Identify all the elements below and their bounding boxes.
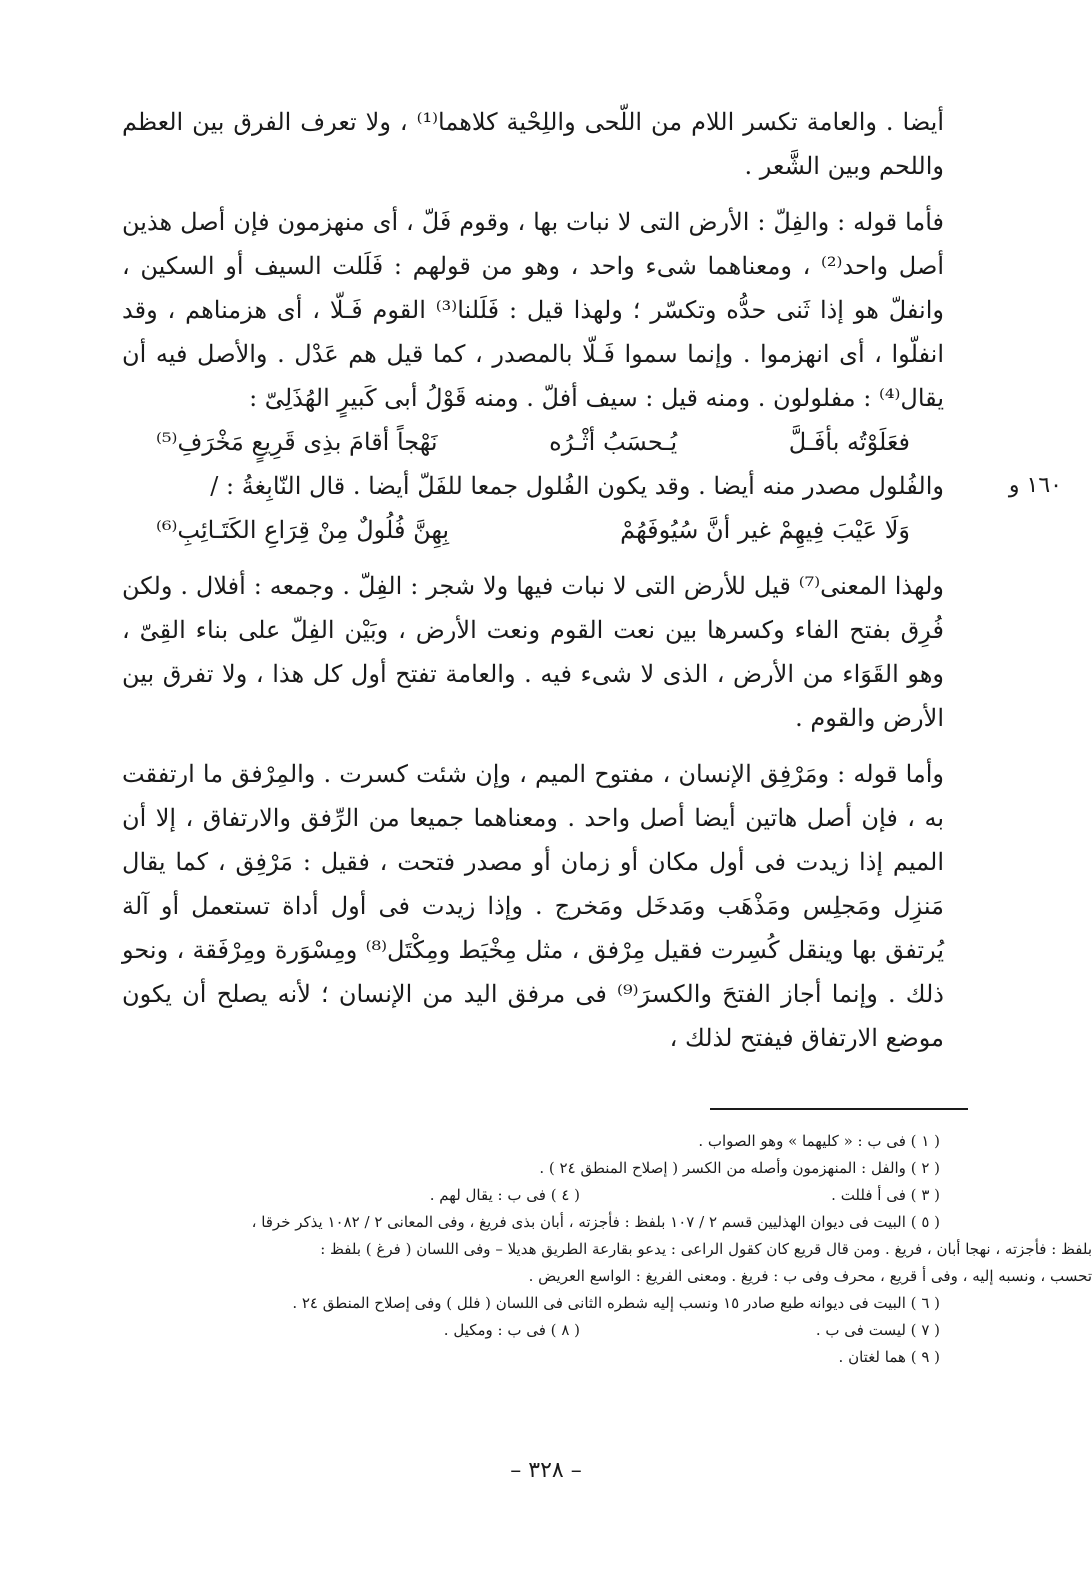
footnote-7: ( ٧ ) ليست فى ب . <box>815 1321 940 1339</box>
footnote-5-line-2: بلفظ : فأجزته ، نهجا أبان ، فريغ . ومن قال قريع كان كقول الراعى : يدعو بقارعة الطريق هديلا – وفى اللسان ( فرغ ) بلفظ : <box>320 1240 1092 1258</box>
footnote-8: ( ٨ ) فى ب : ومكيل . <box>443 1321 580 1339</box>
verse-1-part-c: نَهْجاً أقامَ بذِى قَرِيعٍ مَخْرَفِ⁽⁵⁾ <box>156 428 438 456</box>
verse-2-part-b: بِهِنَّ فُلُولٌ مِنْ قِرَاعِ الكَتَـائِبِ⁽⁶⁾ <box>156 516 450 544</box>
footnote-3: ( ٣ ) فى أ فللت . <box>831 1186 940 1204</box>
paragraph-2: فأما قوله : والفِلّ : الأرض التى لا نبات بها ، وقوم فَلّ ، أى منهزمون فإن أصل هذين أصل واحد⁽²⁾ ، ومعناهما شىء واحد ، وهو من قولهم : فَلَلت السيف أو السكين ، وانفلّ هو إذا ثَنى حدُّه وتكسّر ؛ ولهذا قيل : فَلَلنا⁽³⁾ القوم فَـلّا ، أى هزمناهم ، وقد انفلّوا ، أى انهزموا . وإنما سموا فَـلّا بالمصدر ، كما قيل هم عَدْل . والأصل فيه أن يقال⁽⁴⁾ : مفلولون . ومنه قيل : سيف أفلّ . ومنه قَوْلُ أبى كَبيرٍ الهُذَلِىّ : <box>122 208 945 412</box>
footnote-2: ( ٢ ) والفل : المنهزمون وأصله من الكسر ( إصلاح المنطق ٢٤ ) . <box>539 1159 940 1177</box>
footnote-separator <box>710 1108 968 1110</box>
footnote-row-7-8 <box>122 1317 940 1344</box>
main-text <box>122 100 1062 1060</box>
paragraph-5: وأما قوله : ومَرْفِق الإنسان ، مفتوح الميم ، وإن شئت كسرت . والمِرْفق ما ارتفقت به ، فإن أصل هاتين أيضا أصل واحد . ومعناهما جميعا من الرِّفق والارتفاق ، إلا أن الميم إذا زيدت فى أول مكان أو زمان أو مصدر فتحت ، فقيل : مَرْفِق ، كما يقال مَنزِل ومَجلِس ومَذْهَب ومَدخَل ومَخرج . وإذا زيدت فى أول أداة تستعمل أو آلة يُرتفق بها وينقل كُسِرت فقيل مِرْفق ، مثل مِخْيَط ومِكْتَل⁽⁸⁾ ومِسْوَرة ومِرْفَقة ، ونحو ذلك . وإنما أجاز الفتحَ والكسرَ⁽⁹⁾ فى مرفق اليد من الإنسان ؛ لأنه يصلح أن يكون موضع الارتفاق فيفتح لذلك ، <box>122 760 944 1052</box>
verse-abu-kabir <box>122 420 944 464</box>
footnote-5-line-1: ( ٥ ) البيت فى ديوان الهذليين قسم ٢ / ١٠٧ بلفظ : فأجزته ، أبان بذى فريغ ، وفى المعانى ٢ / ١٠٨٢ يذكر خرقا ، <box>251 1213 940 1231</box>
footnote-9: ( ٩ ) هما لغتان . <box>838 1348 940 1366</box>
footnotes <box>122 1128 1092 1371</box>
paragraph-1: أيضا . والعامة تكسر اللام من اللّحى واللِحْية كلاهما⁽¹⁾ ، ولا تعرف الفرق بين العظم واللحم وبين الشَّعر . <box>122 108 944 180</box>
footnote-5-line-3: تحسب ، ونسبه إليه ، وفى أ قريع ، محرف وفى ب : فريغ . ومعنى الفريغ : الواسع العريض . <box>528 1267 1092 1285</box>
footnote-row-3-4 <box>122 1182 940 1209</box>
footnote-4: ( ٤ ) فى ب : يقال لهم . <box>429 1186 580 1204</box>
verse-1-part-b: يُـحسَبُ أثْـرُه <box>549 428 678 456</box>
verse-nabigha <box>122 508 944 552</box>
paragraph-3: والفُلول مصدر منه أيضا . وقد يكون الفُلول جمعا للفَلّ أيضا . قال النّابِغةُ : / <box>210 472 944 500</box>
footnote-6: ( ٦ ) البيت فى ديوانه طبع صادر ١٥ ونسب إليه شطره الثانى فى اللسان ( فلل ) وفى إصلاح المنطق ٢٤ . <box>292 1294 940 1312</box>
folio-marker: ١٦٠ و <box>1008 473 1062 498</box>
paragraph-4: ولهذا المعنى⁽⁷⁾ قيل للأرض التى لا نبات فيها ولا شجر : الفِلّ . وجمعه : أفلال . ولكن فُرِق بفتح الفاء وكسرها بين نعت القوم ونعت الأرض ، وبَيْن الفِلّ على بناء القِىّ ، وهو القَوَاء من الأرض ، الذى لا شىء فيه . والعامة تفتح أول كل هذا ، ولا تفرق بين الأرض والقوم . <box>122 572 944 732</box>
page-number: – ٣٢٨ – <box>510 1458 582 1483</box>
paragraph-3-row <box>122 464 1062 508</box>
footnote-1: ( ١ ) فى ب : « كليهما » وهو الصواب . <box>698 1132 940 1150</box>
verse-2-part-a: وَلَا عَيْبَ فِيهِمْ غير أنَّ سُيُوفَهُمْ <box>620 516 910 544</box>
verse-1-part-a: فعَلَوْتُه بأفَـلَّ <box>788 428 910 456</box>
